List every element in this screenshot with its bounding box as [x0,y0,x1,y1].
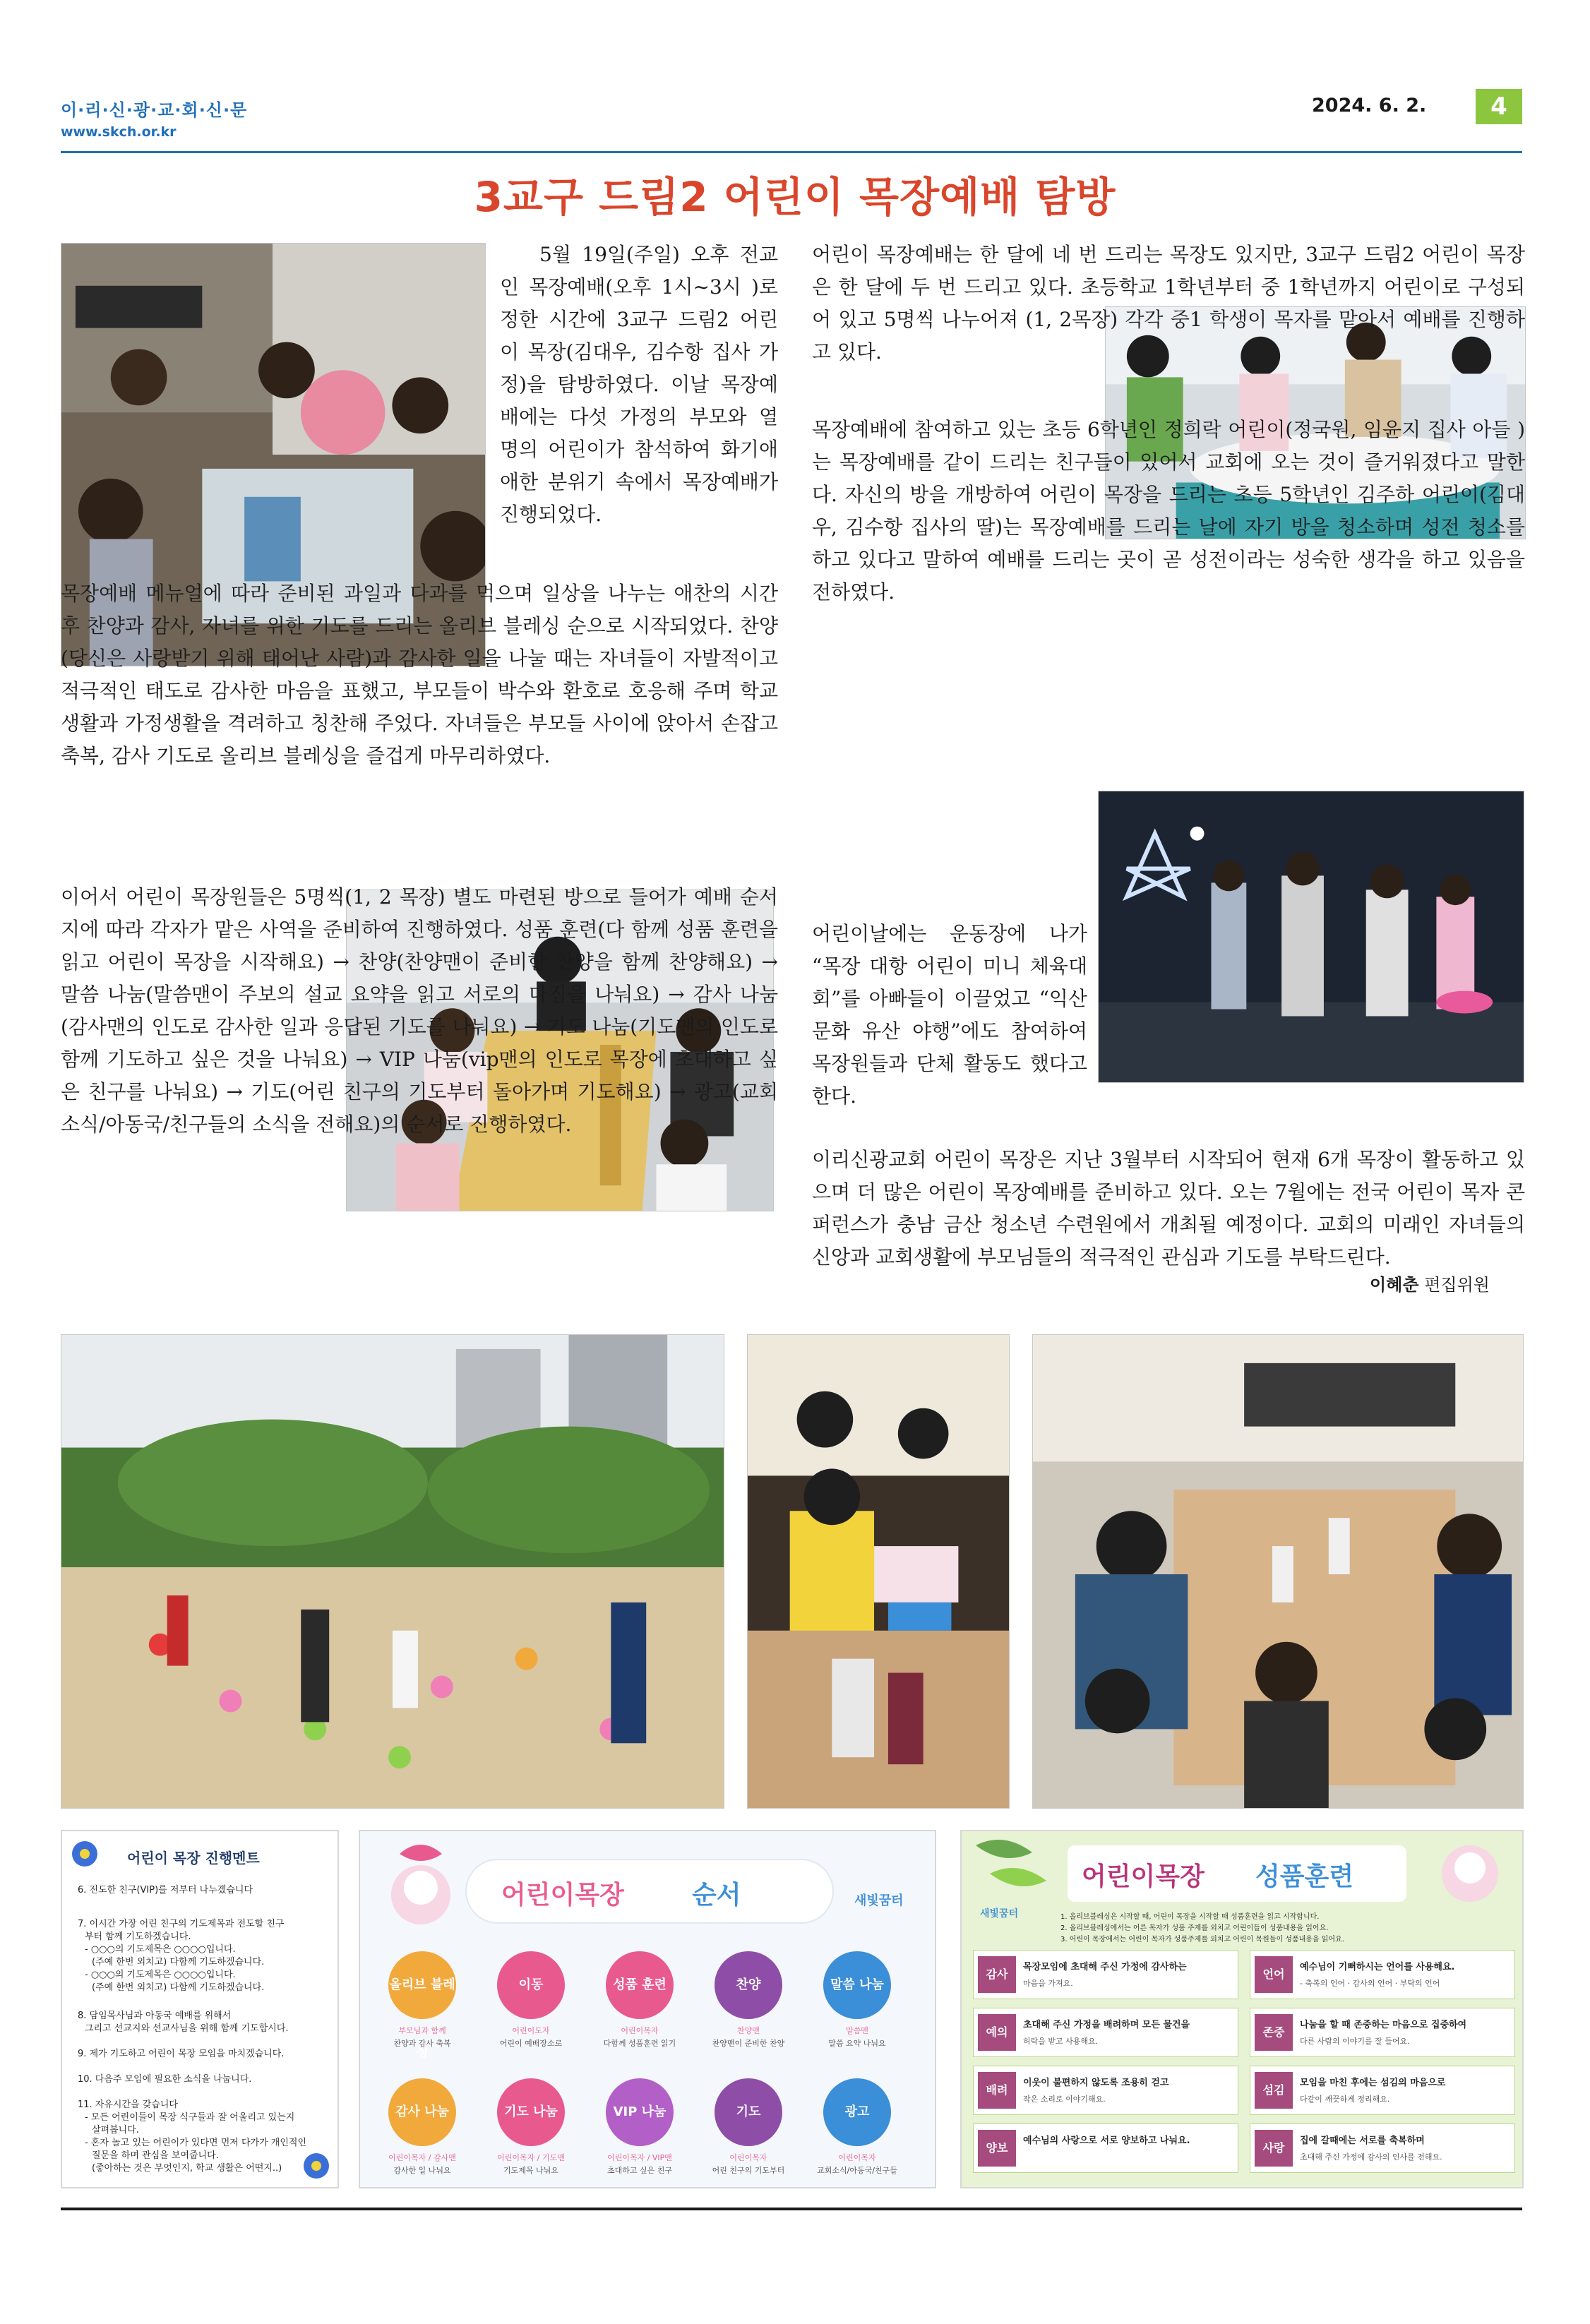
script-line: - 혼자 놀고 있는 어린이가 있다면 먼저 다가가 개인적인 [85,2138,307,2148]
virtue-text: 예수님이 기뻐하시는 언어를 사용해요. [1300,1962,1455,1972]
order-step-circle: 광고 [823,2078,891,2146]
virtue-key: 양보 [978,2130,1016,2167]
virtue-subtext: 마음을 가져요. [1023,1979,1073,1988]
order-step-circle: 감사 나눔 [388,2078,456,2146]
order-step-desc: 기도제목 나눠요 [503,2166,558,2175]
issue-date: 2024. 6. 2. [1312,95,1427,116]
virtue-box [973,1950,1238,1999]
virtue-key: 섬김 [1255,2072,1293,2109]
order-step-desc: 어린 친구의 기도부터 [712,2166,785,2175]
script-line: 그리고 선교지와 선교사님을 위해 함께 기도합시다. [85,2023,289,2034]
virtue-box [973,2066,1238,2115]
order-step-role: 말씀맨 [846,2026,868,2035]
virtue-box [1250,2066,1515,2115]
order-title-sub: 순서 [692,1881,741,1910]
script-line: (좋아하는 것은 무엇인지, 학교 생활은 어떤지..) [92,2163,282,2174]
virtue-box [973,2008,1238,2057]
script-line: (주예 한번 외치고) 다함께 기도하겠습니다. [92,1982,265,1993]
virtue-box [1250,2124,1515,2173]
article-paragraph-6: 어린이날에는 운동장에 나가 “목장 대항 어린이 미니 체육대회”를 아빠들이 이끌었고 “익산문화 유산 야행”에도 참여하여 목장원들과 단체 활동도 했다고 한다. [812,922,1087,1108]
script-line: - 모든 어린이들이 목장 식구들과 잘 어울리고 있는지 [85,2112,295,2123]
virtue-text: 집에 갈때에는 서로를 축복하며 [1300,2136,1425,2146]
virtue-text: 이웃이 불편하지 않도록 조용히 걷고 [1023,2078,1169,2088]
photo-birthday-celebration [747,1334,1010,1809]
order-title-main: 어린이목장 [501,1881,624,1910]
character-logo: 새빛꿈터 [980,1908,1019,1919]
byline-name: 이혜춘 [1370,1275,1419,1295]
character-title-main: 어린이목장 [1082,1862,1205,1891]
order-step-role: 부모님과 함께 [398,2026,446,2035]
order-step-circle: 기도 나눔 [497,2078,565,2146]
virtue-box [1250,1950,1515,1999]
order-step-desc: 어린이 예배장소로 [499,2039,563,2048]
article-paragraph-3: 이어서 어린이 목장원들은 5명씩(1, 2 목장) 별도 마련된 방으로 들어가 예배 순서지에 따라 각자가 맡은 사역을 준비하여 진행하였다. 성품 훈련(다 함께 성품 훈련을 읽고 어린이 목장을 시작해요) → 찬양(찬양맨이 준비한 찬양을 함께 찬양해요) → 말씀 나눔(말씀맨이 주보의 설교 요약을 읽고 서로의 다짐을 나눠요) → 감사 나눔(감사맨의 인도로 감사한 일과 응답된 기도를 나눠요) → 기도 나눔(기도맨의 인도로 함께 기도하고 싶은 것을 나눠요) → VIP 나눔(vip맨의 인도로 목장에 초대하고 싶은 친구를 나눠요) → 기도(어린 친구의 기도부터 돌아가며 기도해요) → 광고(교회소식/아동국/친구들의 소식을 전해요)의 순서로 진행하였다. [61,885,778,1136]
article-headline: 3교구 드림2 어린이 목장예배 탐방 [474,173,1116,221]
order-step-circle: 이동 [497,1951,565,2019]
byline-role: 편집위원 [1424,1275,1490,1295]
order-step-role: 어린이목자 / 감사맨 [388,2153,456,2162]
virtue-text: 예수님의 사랑으로 서로 양보하고 나눠요. [1023,2136,1190,2146]
script-line: 질문을 하며 관심을 보여줍니다. [92,2150,219,2161]
virtue-key: 예의 [978,2014,1016,2051]
order-step-circle: 말씀 나눔 [823,1951,891,2019]
character-intro: 2. 올리브블레싱에서는 어른 목자가 성품 주제를 외치고 어린이들이 성품내용을 읽어요. [1060,1924,1329,1932]
script-line: 8. 담임목사님과 아동국 예배를 위해서 [78,2011,232,2021]
panel-worship-script [61,1830,339,2188]
script-line: 6. 전도한 친구(VIP)를 저부터 나누겠습니다 [78,1885,253,1895]
website-link[interactable]: www.skch.or.kr [61,124,177,140]
script-line: 9. 제가 기도하고 어린이 목장 모임을 마치겠습니다. [78,2049,285,2059]
virtue-key: 사랑 [1255,2130,1293,2167]
photo-sports-field-image [61,1335,724,1808]
character-title-sub: 성품훈련 [1255,1862,1354,1891]
virtue-key: 언어 [1255,1956,1293,1993]
panel-worship-order [359,1830,936,2188]
article-paragraph-2: 목장예배 메뉴얼에 따라 준비된 과일과 다과를 먹으며 일상을 나누는 애찬의 시간 후 찬양과 감사, 자녀를 위한 기도를 드리는 올리브 블레싱 순으로 시작되었다. 찬양(당신은 사랑받기 위해 태어난 사람)과 감사한 일을 나눌 때는 자녀들이 자발적이고 적극적인 태도로 감사한 마음을 표했고, 부모들이 박수와 환호로 호응해 주며 학교생활과 가정생활을 격려하고 칭찬해 주었다. 자녀들은 부모들 사이에 앉아서 손잡고 축복, 감사 기도로 올리브 블레싱을 즐겁게 마무리하였다. [61,582,778,767]
script-line: 7. 이시간 가장 어린 친구의 기도제목과 전도할 친구 [78,1919,285,1929]
order-step-desc: 감사한 일 나눠요 [393,2166,451,2175]
order-step-role: 어린이목자 [621,2026,659,2035]
order-step-circle: 찬양 [715,1951,782,2019]
page-bottom-rule [61,2208,1522,2210]
order-step-circle: 올리브 블레싱 [388,1951,456,2019]
virtue-subtext: 다른 사람의 이야기를 잘 들어요. [1300,2037,1410,2046]
panel-worship-script-title: 어린이 목장 진행멘트 [127,1850,260,1867]
article-byline [1370,1271,1490,1295]
order-step-desc: 찬양맨이 준비한 찬양 [712,2039,785,2048]
order-step-desc: 교회소식/아동국/친구들 [817,2166,897,2175]
order-step-role: 어린이목자 / 기도맨 [497,2153,565,2162]
order-step-role: 어린이목자 [838,2153,876,2162]
script-line: - ○○○의 기도제목은 ○○○○입니다. [85,1970,236,1980]
order-step-circle: 기도 [715,2078,782,2146]
order-step-role: 어린이목자 [729,2153,767,2162]
panel-character-training [960,1830,1524,2188]
article-paragraph-7: 이리신광교회 어린이 목장은 지난 3월부터 시작되어 현재 6개 목장이 활동하고 있으며 더 많은 어린이 목장예배를 준비하고 있다. 오는 7월에는 전국 어린이 목자 콘퍼런스가 충남 금산 청소년 수련원에서 개최될 예정이다. 교회의 미래인 자녀들의 신앙과 교회생활에 부모님들의 적극적인 관심과 기도를 부탁드린다. [812,1148,1525,1269]
virtue-key: 감사 [978,1956,1016,1993]
photo-dining-gathering [1032,1334,1524,1809]
photo-sports-field [61,1334,724,1809]
virtue-text: 초대해 주신 가정을 배려하며 모든 물건을 [1023,2020,1190,2030]
order-step-desc: 찬양과 감사 축복 [393,2039,451,2048]
order-step-circle: VIP 나눔 [606,2078,674,2146]
virtue-subtext: 작은 소리로 이야기해요. [1023,2095,1106,2104]
character-intro: 3. 어린이 목장에서는 어린이 목자가 성품주제를 외치고 어린이 목원들이 성품내용을 읽어요. [1060,1936,1344,1943]
script-line: 부터 함께 기도하겠습니다. [85,1931,191,1942]
virtue-key: 존중 [1255,2014,1293,2051]
script-line: (주예 한번 외치고) 다함께 기도하겠습니다. [92,1957,265,1967]
article-paragraph-4: 어린이 목장예배는 한 달에 네 번 드리는 목장도 있지만, 3교구 드림2 어린이 목장은 한 달에 두 번 드리고 있다. 초등학교 1학년부터 중 1학년까지 어린이로 구성되어 있고 5명씩 나누어져 (1, 2목장) 각각 중1 학생이 목자를 맡아서 예배를 진행하고 있다. [812,243,1525,364]
script-line: 11. 자유시간을 갖습니다 [78,2100,178,2110]
virtue-text: 나눔을 할 때 존중하는 마음으로 집중하여 [1300,2020,1467,2030]
photo-dining-gathering-image [1033,1335,1523,1808]
order-step-desc: 말씀 요약 나눠요 [828,2039,886,2048]
photo-birthday-celebration-image [748,1335,1009,1808]
order-logo: 새빛꿈터 [854,1893,904,1908]
virtue-box [973,2124,1238,2173]
virtue-text: 모임을 마친 후에는 섬김의 마음으로 [1300,2078,1446,2088]
order-step-circle: 성품 훈련 [606,1951,674,2019]
virtue-box [1250,2008,1515,2057]
order-step-role: 찬양맨 [737,2026,760,2035]
page-number-badge: 4 [1476,89,1522,124]
character-intro: 1. 올리브블레싱은 시작할 때, 어린이 목장을 시작할 때 성품훈련을 읽고 시작합니다. [1060,1913,1320,1921]
virtue-subtext: 허락을 받고 사용해요. [1023,2037,1099,2046]
order-step-role: 어린이목자 / VIP맨 [607,2153,672,2162]
order-step-role: 어린이도자 [512,2026,550,2035]
header-rule [61,151,1522,153]
newspaper-brand: 이·리·신·광·교·회·신·문 [61,100,248,120]
virtue-key: 배려 [978,2072,1016,2109]
script-line: 살펴봅니다. [92,2125,139,2136]
virtue-subtext: - 축복의 언어 · 감사의 언어 · 부탁의 언어 [1300,1979,1440,1988]
order-step-desc: 다함께 성품훈련 읽기 [603,2039,676,2048]
script-line: - ○○○의 기도제목은 ○○○○입니다. [85,1944,236,1955]
article-paragraph-1: 5월 19일(주일) 오후 전교인 목장예배(오후 1시~3시 )로 정한 시간에 3교구 드림2 어린이 목장(김대우, 김수항 집사 가정)을 탐방하였다. 이날 목장예배에는 다섯 가정의 부모와 열 명의 어린이가 참석하여 화기애애한 분위기 속에서 목장예배가 진행되었다. [500,243,778,526]
script-line: 10. 다음주 모임에 필요한 소식을 나눕니다. [78,2074,252,2085]
order-step-desc: 초대하고 싶은 친구 [606,2166,672,2175]
virtue-text: 목장모임에 초대해 주신 가정에 감사하는 [1023,1962,1187,1972]
article-paragraph-5: 목장예배에 참여하고 있는 초등 6학년인 정희락 어린이(정국원, 임윤지 집사 아들 )는 목장예배를 같이 드리는 친구들이 있어서 교회에 오는 것이 즐거워졌다고 말한다. 자신의 방을 개방하여 어린이 목장을 드리는 초등 5학년인 김주하 어린이(김대우, 김수항 집사의 딸)는 목장예배를 드리는 날에 자기 방을 청소하며 성전 청소를 하고 있다고 말하여 예배를 드리는 곳이 곧 성전이라는 성숙한 생각을 하고 있음을 전하였다. [812,418,1525,604]
virtue-subtext: 초대해 주신 가정에 감사의 인사를 전해요. [1300,2152,1442,2162]
virtue-subtext: 다같이 깨끗하게 정리해요. [1300,2095,1390,2104]
